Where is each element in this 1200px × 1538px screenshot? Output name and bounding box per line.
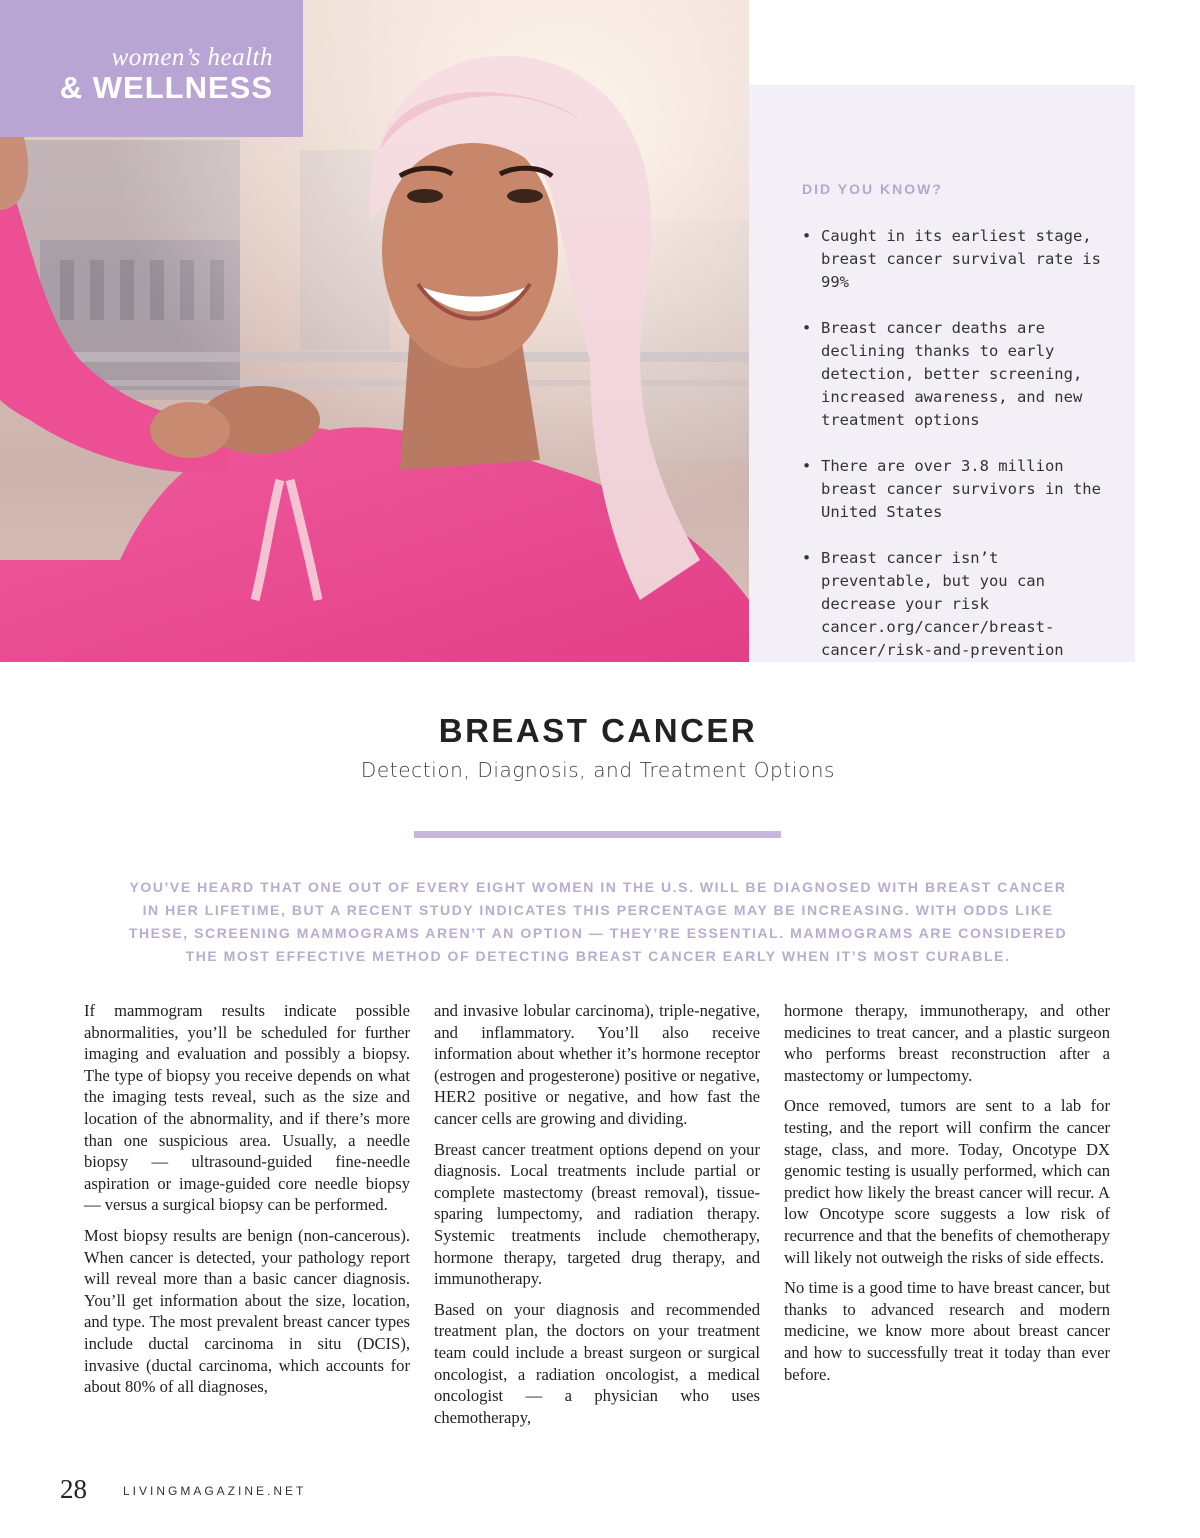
title-divider: [414, 831, 781, 838]
body-paragraph: and invasive lobular carcinoma), triple-negative, and inflammatory. You’ll also receive information about whether it’s hormone receptor (estrogen and progesterone) positive or negative, HER2 positive or negative, and how fast the cancer cells are growing and dividing.: [434, 1001, 760, 1128]
section-tag-line1: women’s health: [111, 44, 273, 71]
fact-item: • Breast cancer deaths are declining thanks to early detection, better screening, increased awareness, and new treatment options: [802, 317, 1115, 432]
body-paragraph: Most biopsy results are benign (non-cancerous). When cancer is detected, your pathology report will reveal more than a basic cancer diagnosis. You’ll get information about the size, location, and type. The most prevalent breast cancer types include ductal carcinoma in situ (DCIS), invasive (ductal carcinoma, which accounts for about 80% of all diagnoses,: [84, 1225, 410, 1397]
body-paragraph: Based on your diagnosis and recommended treatment plan, the doctors on your treatment team could include a breast surgeon or surgical oncologist, a radiation oncologist, a medical oncologist — a physician who uses chemotherapy,: [434, 1299, 760, 1427]
fact-item: • Breast cancer isn’t preventable, but you can decrease your risk cancer.org/cancer/breast-cancer/risk-and-prevention: [802, 547, 1115, 662]
section-tag: [0, 0, 303, 137]
fact-item: • There are over 3.8 million breast cancer survivors in the United States: [802, 455, 1115, 524]
article-title: BREAST CANCER: [438, 712, 758, 749]
body-column-2: [434, 1000, 760, 1437]
body-column-1: [84, 1000, 410, 1407]
fact-item: • Caught in its earliest stage, breast cancer survival rate is 99%: [802, 225, 1115, 294]
body-paragraph: No time is a good time to have breast cancer, but thanks to advanced research and modern medicine, we know more about breast cancer and how to successfully treat it today than ever before.: [784, 1278, 1110, 1384]
fact-list: [802, 225, 1115, 662]
did-you-know-sidebar: [749, 85, 1135, 662]
body-paragraph: If mammogram results indicate possible abnormalities, you’ll be scheduled for further imaging and evaluation and possibly a biopsy. The type of biopsy you receive depends on what the imaging tests reveal, such as the size and location of the abnormality, and if there’s more than one suspicious area. Usually, a needle biopsy — ultrasound-guided fine-needle aspiration or image-guided core needle biopsy — versus a surgical biopsy can be performed.: [84, 1001, 410, 1215]
page-number: 28: [60, 1474, 87, 1504]
body-paragraph: Breast cancer treatment options depend on your diagnosis. Local treatments include partial or complete mastectomy (breast removal), tissue-sparing lumpectomy, and radiation therapy. Systemic treatments include chemotherapy, hormone therapy, targeted drug therapy, and immunotherapy.: [434, 1139, 760, 1289]
sidebar-title: DID YOU KNOW?: [802, 181, 943, 197]
body-column-3: [784, 1000, 1110, 1394]
footer-site-link[interactable]: LIVINGMAGAZINE.NET: [123, 1484, 307, 1498]
section-tag-line2: & WELLNESS: [59, 70, 273, 105]
article-intro: YOU’VE HEARD THAT ONE OUT OF EVERY EIGHT WOMEN IN THE U.S. WILL BE DIAGNOSED WITH BREAST CANCER IN HER LIFETIME, BUT A RECENT STUDY INDICATES THIS PERCENTAGE MAY BE INCREASING. WITH ODDS LIKE THESE, SCREENING MAMMOGRAMS AREN’T AN OPTION — THEY’RE ESSENTIAL. MAMMOGRAMS ARE CONSIDERED THE MOST EFFECTIVE METHOD OF DETECTING BREAST CANCER EARLY WHEN IT’S MOST CURABLE.: [128, 879, 1068, 964]
body-paragraph: Once removed, tumors are sent to a lab for testing, and the report will confirm the cancer stage, class, and more. Today, Oncotype DX genomic testing is usually performed, which can predict how likely the breast cancer will recur. A low Oncotype score suggests a low risk of recurrence and that the benefits of chemotherapy will likely not outweigh the risks of side effects.: [784, 1096, 1110, 1267]
body-paragraph: hormone therapy, immunotherapy, and other medicines to treat cancer, and a plastic surgeon who performs breast reconstruction after a mastectomy or lumpectomy.: [784, 1001, 1110, 1085]
article-subtitle: Detection, Diagnosis, and Treatment Options: [360, 758, 836, 782]
